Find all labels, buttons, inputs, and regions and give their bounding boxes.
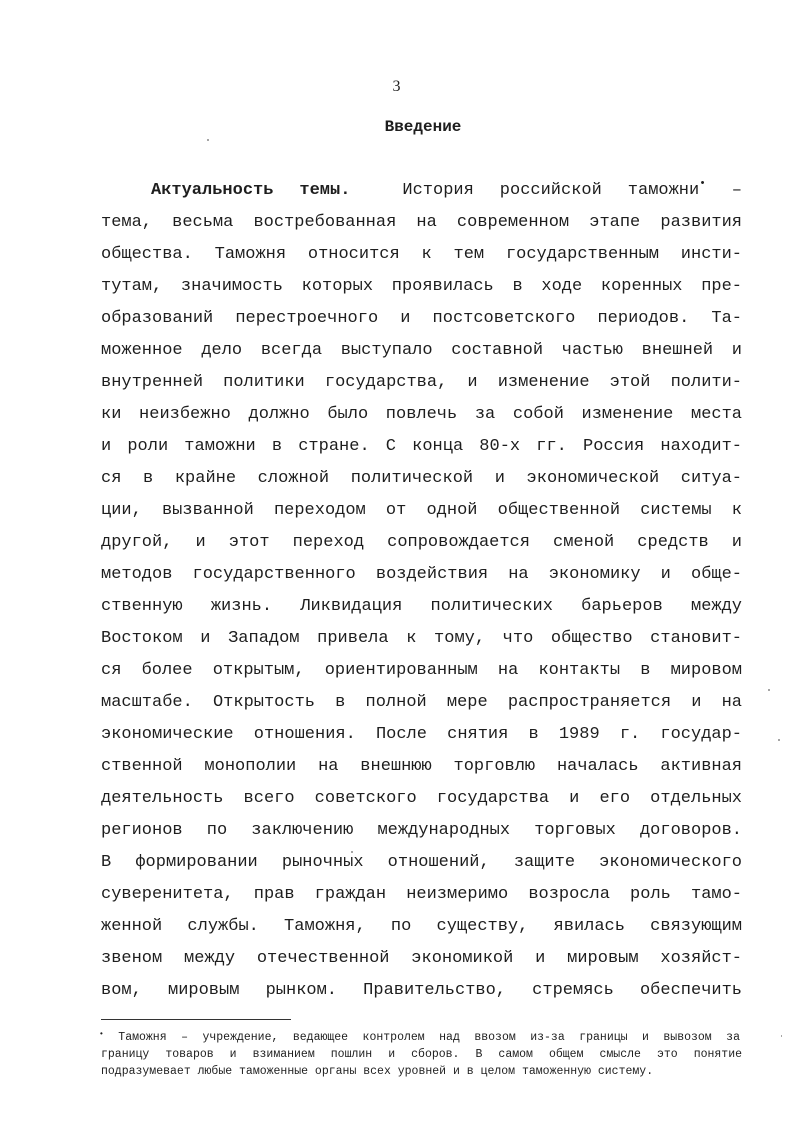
body-line: ки неизбежно должно было повлечь за собой изменение места xyxy=(101,405,742,424)
footnote-line: подразумевает любые таможенные органы всех уровней и в целом таможенную систему. xyxy=(101,1065,654,1078)
footnote-separator xyxy=(101,1019,291,1020)
body-line: деятельность всего советского государства и его отдельных xyxy=(101,789,742,808)
footnote-text: Таможня – учреждение, ведающее контролем над ввозом из-за границы и вывозом за xyxy=(103,1031,740,1044)
scan-speck xyxy=(207,139,209,141)
first-line-tail: – xyxy=(705,181,742,200)
body-line: вом, мировым рынком. Правительство, стремясь обеспечить xyxy=(101,981,742,1000)
scan-speck xyxy=(778,739,780,741)
body-line: регионов по заключению международных торговых договоров. xyxy=(101,821,742,840)
first-line-text: История российской таможни xyxy=(402,181,700,200)
body-line: другой, и этот переход сопровождается сменой средств и xyxy=(101,533,742,552)
body-line: В формировании рыночных отношений, защите экономического xyxy=(101,853,742,872)
body-line: внутренней политики государства, и изменение этой полити- xyxy=(101,373,742,392)
lead-phrase: Актуальность темы. xyxy=(151,181,351,200)
body-line: моженное дело всегда выступало составной частью внешней и xyxy=(101,341,742,360)
footnote-line xyxy=(99,1029,740,1046)
body-line: образований перестроечного и постсоветского периодов. Та- xyxy=(101,309,742,328)
body-line: тема, весьма востребованная на современном этапе развития xyxy=(101,213,742,232)
body-line: суверенитета, прав граждан неизмеримо возросла роль тамо- xyxy=(101,885,742,904)
footnote-reference: • xyxy=(699,178,706,190)
scan-speck xyxy=(768,689,770,691)
body-line: ственную жизнь. Ликвидация политических барьеров между xyxy=(101,597,742,616)
body-line: методов государственного воздействия на экономику и обще- xyxy=(101,565,742,584)
footnote-marker: • xyxy=(99,1030,104,1039)
page-number: 3 xyxy=(392,78,401,95)
scan-speck xyxy=(351,851,353,853)
body-line: масштабе. Открытость в полной мере распространяется и на xyxy=(101,693,742,712)
body-line: Востоком и Западом привела к тому, что общество становит- xyxy=(101,629,742,648)
body-line: экономические отношения. После снятия в 1989 г. государ- xyxy=(101,725,742,744)
body-line xyxy=(151,175,742,207)
body-line: ся в крайне сложной политической и экономической ситуа- xyxy=(101,469,742,488)
footnote-line: границу товаров и взиманием пошлин и сборов. В самом общем смысле это понятие xyxy=(101,1048,742,1061)
body-line: и роли таможни в стране. С конца 80-х гг. Россия находит- xyxy=(101,437,742,456)
body-line: ственной монополии на внешнюю торговлю началась активная xyxy=(101,757,742,776)
body-line: ции, вызванной переходом от одной общественной системы к xyxy=(101,501,742,520)
body-line: общества. Таможня относится к тем государственным инсти- xyxy=(101,245,742,264)
section-heading: Введение xyxy=(384,118,462,136)
scan-speck xyxy=(781,1035,782,1037)
body-line: ся более открытым, ориентированным на контакты в мировом xyxy=(101,661,742,680)
body-line: звеном между отечественной экономикой и мировым хозяйст- xyxy=(101,949,742,968)
body-line: тутам, значимость которых проявилась в ходе коренных пре- xyxy=(101,277,742,296)
body-line: женной службы. Таможня, по существу, явилась связующим xyxy=(101,917,742,936)
